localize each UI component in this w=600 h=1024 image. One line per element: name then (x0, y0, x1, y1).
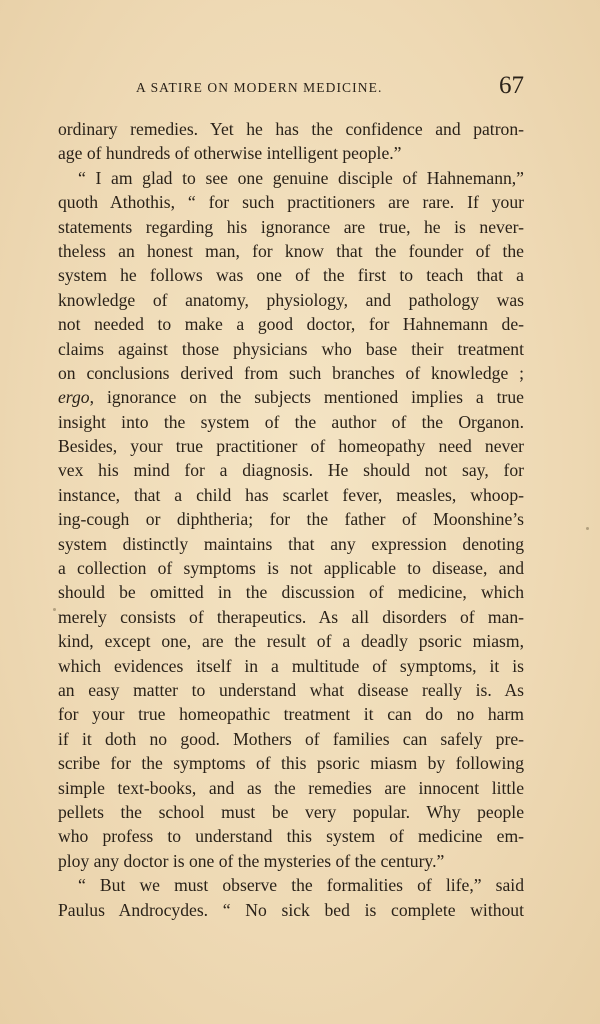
text-line: pellets the school must be very popular. Why people (58, 801, 524, 822)
text-line: should be omitted in the discussion of medicine, which (58, 582, 524, 603)
text-line: Paulus Androcydes. “ No sick bed is complete without (58, 899, 524, 920)
text-line: an easy matter to understand what disease really is. As (58, 679, 524, 700)
ergo-line-rest: , ignorance on the subjects mentioned implies a true (89, 387, 524, 408)
text-line: vex his mind for a diagnosis. He should not say, for (58, 460, 524, 481)
text-line: insight into the system of the author of the Organon. (58, 411, 524, 432)
paper-speck (53, 608, 56, 611)
text-line: ing-cough or diphtheria; for the father of Moonshine’s (58, 509, 524, 530)
text-line: theless an honest man, for know that the founder of the (58, 240, 524, 261)
text-line: for your true homeopathic treatment it can do no harm (58, 704, 524, 725)
text-line: “ But we must observe the formalities of life,” said (78, 875, 524, 896)
text-line: scribe for the symptoms of this psoric miasm by following (58, 753, 524, 774)
text-line: ordinary remedies. Yet he has the confidence and patron- (58, 119, 524, 139)
text-line: if it doth no good. Mothers of families can safely pre- (58, 728, 524, 749)
text-line: “ I am glad to see one genuine disciple of Hahnemann,” (78, 167, 524, 188)
text-line: who profess to understand this system of medicine em- (58, 826, 524, 847)
body-text (58, 117, 524, 922)
text-line: quoth Athothis, “ for such practitioners are rare. If your (58, 192, 524, 213)
text-line: system distinctly maintains that any expression denoting (58, 533, 524, 554)
text-line: statements regarding his ignorance are true, he is never- (58, 216, 524, 237)
text-line: a collection of symptoms is not applicable to disease, and (58, 558, 524, 579)
text-line: claims against those physicians who base their treatment (58, 338, 524, 359)
text-line: ploy any doctor is one of the mysteries of the century.” (58, 850, 445, 871)
text-line: merely consists of therapeutics. As all disorders of man- (58, 606, 524, 627)
text-line: knowledge of anatomy, physiology, and pathology was (58, 289, 524, 310)
running-title: A SATIRE ON MODERN MEDICINE. (136, 80, 383, 95)
text-line: simple text-books, and as the remedies are innocent little (58, 777, 524, 798)
text-line: system he follows was one of the first to teach that a (58, 265, 524, 286)
text-line: instance, that a child has scarlet fever, measles, whoop- (58, 484, 524, 505)
text-line: not needed to make a good doctor, for Hahnemann de- (58, 314, 524, 335)
text-line: Besides, your true practitioner of homeopathy need never (58, 436, 524, 457)
running-head (58, 72, 524, 102)
ergo-word: ergo (58, 387, 90, 408)
page-number: 67 (499, 72, 524, 99)
text-line: age of hundreds of otherwise intelligent people.” (58, 143, 402, 164)
text-line: kind, except one, are the result of a deadly psoric miasm, (58, 631, 524, 652)
paper-speck (586, 527, 589, 530)
text-line: which evidences itself in a multitude of symptoms, it is (58, 655, 524, 676)
text-line: on conclusions derived from such branches of knowledge ; (58, 362, 524, 383)
text-line-ergo (58, 385, 524, 409)
